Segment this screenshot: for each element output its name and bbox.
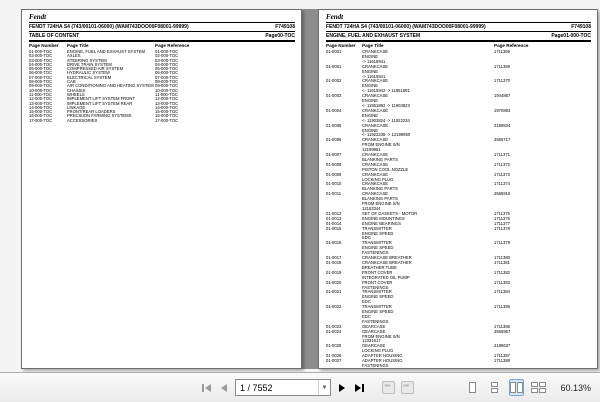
toc-table bbox=[326, 50, 591, 369]
col-page-number: Page Number bbox=[326, 43, 356, 48]
cell-page-number: 01-0015 bbox=[326, 225, 342, 231]
table-row bbox=[326, 330, 591, 345]
page-label: Page01-000-TOC bbox=[551, 33, 591, 39]
single-page-view-button[interactable] bbox=[465, 379, 480, 396]
col-page-title: Page Title bbox=[362, 43, 384, 48]
page-label: Page00-TOC bbox=[265, 33, 295, 39]
cell-page-number: 01-0006 bbox=[326, 137, 342, 143]
cell-page-reference: 1711387 bbox=[494, 353, 510, 359]
document-page-right[interactable] bbox=[318, 9, 598, 369]
cell-page-number: 03-000-TOC bbox=[29, 57, 53, 63]
cell-page-number: 11-000-TOC bbox=[29, 91, 52, 97]
page-navigation bbox=[200, 379, 414, 396]
cell-page-number: 01-0002 bbox=[326, 78, 342, 84]
cell-page-reference: 1711369 bbox=[494, 49, 510, 54]
table-row bbox=[326, 79, 591, 94]
section-title: ENGINE, FUEL AND EXHAUST SYSTEM bbox=[326, 33, 421, 39]
page-number-input[interactable] bbox=[235, 379, 331, 396]
toc-table bbox=[29, 50, 295, 123]
cell-page-number: 10-000-TOC bbox=[29, 87, 53, 93]
table-row bbox=[326, 138, 591, 153]
cell-page-reference: 1711386 bbox=[494, 323, 510, 329]
cell-page-reference: 1711380 bbox=[494, 255, 510, 261]
table-row bbox=[326, 124, 591, 139]
cell-page-title: FRONT/REAR LOADERS bbox=[67, 109, 116, 115]
table-row bbox=[326, 109, 591, 124]
last-page-button[interactable] bbox=[353, 380, 366, 396]
cell-page-reference: 1944867 bbox=[494, 93, 511, 99]
first-page-icon bbox=[202, 384, 204, 392]
table-row bbox=[326, 359, 591, 369]
cell-page-number: 01-0010 bbox=[326, 181, 342, 187]
cell-page-number: 01-0013 bbox=[326, 215, 342, 221]
cell-page-reference: 09-000-TOC bbox=[155, 83, 179, 89]
cell-page-number: 01-0023 bbox=[326, 323, 342, 329]
cell-page-number: 07-000-TOC bbox=[29, 74, 53, 80]
page-title: FENDT 724HA S4 (743/00101-06000) (WAM743DOO00F08001-99999) bbox=[326, 24, 486, 30]
chevron-down-icon[interactable]: ▼ bbox=[318, 380, 330, 395]
cell-page-reference: 1711371 bbox=[494, 152, 510, 158]
col-page-title: Page Title bbox=[67, 43, 89, 48]
cell-page-reference: 1711384 bbox=[494, 289, 510, 295]
cell-page-reference: 02-000-TOC bbox=[155, 53, 179, 59]
cell-page-number: 01-0026 bbox=[326, 353, 342, 359]
facing-continuous-view-button[interactable] bbox=[531, 379, 546, 396]
cell-page-reference: 1711375 bbox=[494, 210, 510, 216]
facing-pages-view-button[interactable] bbox=[509, 379, 524, 396]
document-page-left[interactable] bbox=[21, 9, 302, 369]
cell-page-title: FRONT COVER FASTENINGS bbox=[362, 279, 393, 290]
cell-page-title: TRANSMITTER ENGINE SPEED EDC bbox=[362, 225, 394, 241]
cell-page-title: COMPRESSED AIR SYSTEM bbox=[67, 66, 124, 72]
fendt-logo: Fendt bbox=[29, 13, 47, 21]
cell-page-title: CRANKCASE BLANKING PARTS bbox=[362, 152, 398, 162]
previous-page-button[interactable] bbox=[219, 380, 229, 396]
cell-page-title: CRANKCASE ENGINE <- 11615942 -> 11851891 bbox=[362, 78, 410, 94]
cell-page-title: LINKAGE bbox=[67, 104, 86, 110]
page-indicator-value[interactable]: 1 / 7552 bbox=[240, 382, 273, 393]
cell-page-reference: 2189834 bbox=[494, 122, 511, 128]
doc-code: F749108 bbox=[275, 24, 295, 30]
cell-page-title: CRANKCASE LOCKING PLUG bbox=[362, 171, 394, 182]
view-mode-controls bbox=[465, 379, 591, 396]
cell-page-reference: 1711377 bbox=[494, 220, 510, 226]
cell-page-title: IMPLEMENT LIFT SYSTEM REAR bbox=[67, 100, 133, 106]
divider bbox=[29, 22, 295, 23]
divider bbox=[326, 22, 591, 23]
facing-continuous-icon bbox=[531, 382, 538, 393]
page-title: FENDT 724HA S4 (743/00101-06000) (WAM743DOO00F08001-99999) bbox=[29, 24, 189, 30]
fendt-logo: Fendt bbox=[326, 13, 344, 21]
cell-page-number: 09-000-TOC bbox=[29, 83, 53, 89]
cell-page-reference: 1711388 bbox=[494, 358, 510, 364]
cell-page-number: 01-0011 bbox=[326, 191, 342, 197]
cell-page-reference: 05-000-TOC bbox=[155, 66, 179, 72]
cell-page-number: 01-0024 bbox=[326, 328, 342, 334]
cell-page-reference: 2565915 bbox=[494, 191, 511, 197]
table-row bbox=[326, 50, 591, 65]
cell-page-title: CRANKCASE FROM ENGINE S/N 12199951 bbox=[362, 137, 400, 153]
cell-page-title: STEERING SYSTEM bbox=[67, 57, 107, 63]
cell-page-title: ADAPTER HOUSING FASTENINGS bbox=[362, 358, 403, 368]
cell-page-reference: 1711373 bbox=[494, 171, 510, 177]
divider bbox=[29, 31, 295, 32]
cell-page-number: 12-000-TOC bbox=[29, 96, 53, 102]
cell-page-number: 01-0001 bbox=[326, 49, 342, 54]
first-page-button[interactable] bbox=[200, 380, 213, 396]
cell-page-reference: 1711369 bbox=[494, 63, 510, 69]
cell-page-title: CRANKCASE BLANKING PARTS bbox=[362, 181, 398, 192]
cell-page-title: DRIVE TRAIN SYSTEM bbox=[67, 61, 112, 67]
cell-page-reference: 11-000-TOC bbox=[155, 91, 178, 97]
cell-page-title: CRANKCASE ENGINE -> 11615941 bbox=[362, 49, 389, 64]
cell-page-number: 01-0004 bbox=[326, 107, 342, 113]
cell-page-title: TRANSMITTER ENGINE SPEED FASTENINGS bbox=[362, 240, 394, 256]
cell-page-reference: 1711385 bbox=[494, 304, 510, 310]
cell-page-number: 01-0017 bbox=[326, 255, 342, 261]
next-page-icon bbox=[339, 384, 345, 392]
cell-page-reference: 01-000-TOC bbox=[155, 49, 179, 54]
cell-page-number: 01-0018 bbox=[326, 259, 342, 265]
col-page-reference: Page Reference bbox=[494, 43, 529, 48]
cell-page-title: CRANKCASE BREATHER bbox=[362, 255, 412, 261]
cell-page-number: 01-0003 bbox=[326, 93, 342, 99]
cell-page-title: IMPLEMENT LIFT SYSTEM FRONT bbox=[67, 96, 136, 102]
cell-page-reference: 14-000-TOC bbox=[155, 104, 179, 110]
cell-page-title: ELECTRICAL SYSTEM bbox=[67, 74, 112, 80]
next-page-button[interactable] bbox=[337, 380, 347, 396]
col-page-number: Page Number bbox=[29, 43, 59, 48]
cell-page-reference: 1711372 bbox=[494, 161, 510, 167]
cell-page-title: GEARCASE bbox=[362, 323, 386, 329]
divider bbox=[326, 40, 591, 42]
cell-page-number: 17-000-TOC bbox=[29, 117, 53, 123]
table-row bbox=[326, 227, 591, 242]
cell-page-title: AIR CONDITIONING AND HEATING SYSTEM bbox=[67, 83, 154, 89]
cell-page-reference: 1970893 bbox=[494, 107, 511, 113]
cell-page-title: CRANKCASE BREATHER BREATHER TUBE bbox=[362, 259, 412, 270]
cell-page-title: ADAPTER HOUSING bbox=[362, 353, 403, 359]
table-row bbox=[326, 305, 591, 325]
page-gap-divider bbox=[302, 9, 318, 369]
table-row bbox=[326, 192, 591, 212]
continuous-view-button[interactable] bbox=[487, 379, 502, 396]
cell-page-title: HYDRAULIC SYSTEM bbox=[67, 70, 110, 76]
cell-page-number: 01-0022 bbox=[326, 304, 342, 310]
cell-page-title: ACCESSORIES bbox=[67, 117, 98, 123]
cell-page-title: CRANKCASE PISTON COOL.NOZZLE bbox=[362, 161, 409, 172]
cell-page-reference: 2188637 bbox=[494, 343, 511, 349]
cell-page-number: 01-000-TOC bbox=[29, 49, 53, 54]
cell-page-number: 01-0009 bbox=[326, 171, 342, 177]
cell-page-reference: 1711382 bbox=[494, 269, 510, 275]
cell-page-number: 01-0008 bbox=[326, 161, 342, 167]
doc-code: F749108 bbox=[571, 24, 591, 30]
cell-page-title: TRANSMITTER ENGINE SPEED EDC bbox=[362, 289, 394, 305]
divider bbox=[29, 40, 295, 42]
table-row bbox=[326, 241, 591, 256]
zoom-level[interactable]: 60.13% bbox=[560, 382, 591, 393]
cell-page-number: 01-0027 bbox=[326, 358, 342, 364]
cell-page-number: 01-0019 bbox=[326, 269, 342, 275]
cell-page-number: 04-000-TOC bbox=[29, 61, 53, 67]
cell-page-number: 08-000-TOC bbox=[29, 79, 53, 85]
cell-page-title: CRANKCASE ENGINE <- 11851892 -> 11903823 bbox=[362, 93, 410, 108]
col-page-reference: Page Reference bbox=[155, 43, 190, 48]
cell-page-title: CAB bbox=[67, 79, 76, 85]
cell-page-reference: 12-000-TOC bbox=[155, 96, 179, 102]
single-page-icon bbox=[469, 382, 476, 393]
cell-page-title: CRANKCASE ENGINE -> 11615941 bbox=[362, 63, 389, 79]
cell-page-reference: 1711374 bbox=[494, 181, 510, 187]
cell-page-reference: 10-000-TOC bbox=[155, 87, 179, 93]
cell-page-reference: 13-000-TOC bbox=[155, 100, 179, 106]
cell-page-number: 02-000-TOC bbox=[29, 53, 53, 59]
cell-page-title: WHEELS bbox=[67, 91, 85, 97]
cell-page-number: 01-0025 bbox=[326, 343, 342, 349]
cell-page-number: 14-000-TOC bbox=[29, 104, 53, 110]
cell-page-reference: 03-000-TOC bbox=[155, 57, 179, 63]
cell-page-title: CHASSIS bbox=[67, 87, 86, 93]
cell-page-title: GEARCASE LOCKING PLUG bbox=[362, 343, 394, 354]
previous-page-icon bbox=[221, 384, 227, 392]
cell-page-reference: 07-000-TOC bbox=[155, 74, 179, 80]
cell-page-title: AXLES bbox=[67, 53, 81, 59]
cell-page-reference: 1711370 bbox=[494, 78, 510, 84]
cell-page-title: FRONT COVER INTEGRATED OIL PUMP bbox=[362, 269, 410, 280]
table-row bbox=[326, 290, 591, 305]
continuous-view-icon bbox=[491, 382, 498, 393]
cell-page-reference: 1711378 bbox=[494, 225, 510, 231]
cell-page-reference: 2565717 bbox=[494, 137, 511, 143]
cell-page-title: CRANKCASE BLANKING PARTS FROM ENGINE S/N 12163344 bbox=[362, 191, 400, 211]
cell-page-title: ENGINE MOUNTINGS bbox=[362, 215, 405, 221]
cell-page-number: 01-0012 bbox=[326, 210, 342, 216]
cell-page-number: 01-0020 bbox=[326, 279, 342, 285]
table-row bbox=[326, 65, 591, 80]
cell-page-number: 01-0016 bbox=[326, 240, 342, 246]
cell-page-number: 01-0007 bbox=[326, 152, 342, 158]
cell-page-reference: 06-000-TOC bbox=[155, 70, 179, 76]
last-page-icon bbox=[355, 384, 361, 392]
cell-page-number: 13-000-TOC bbox=[29, 100, 53, 106]
cell-page-title: SET OF GASKETS - MOTOR bbox=[362, 210, 418, 216]
cell-page-title: CRANKCASE ENGINE <- 11903824 -> 11922234 bbox=[362, 107, 410, 123]
cell-page-reference: 17-000-TOC bbox=[155, 117, 179, 123]
section-title: TABLE OF CONTENT bbox=[29, 33, 80, 39]
table-row bbox=[29, 119, 295, 123]
cell-page-title: TRANSMITTER ENGINE SPEED EDC FASTENINGS bbox=[362, 304, 394, 324]
cell-page-title: CRANKCASE ENGINE <- 11922235 -> 12199950 bbox=[362, 122, 411, 138]
cell-page-number: 01-0014 bbox=[326, 220, 342, 226]
cell-page-reference: 1711376 bbox=[494, 215, 510, 221]
cell-page-number: 16-000-TOC bbox=[29, 113, 53, 119]
cell-page-number: 06-000-TOC bbox=[29, 70, 53, 76]
cell-page-number: 15-000-TOC bbox=[29, 109, 53, 115]
cell-page-number: 01-0021 bbox=[326, 289, 342, 295]
cell-page-reference: 08-000-TOC bbox=[155, 79, 179, 85]
cell-page-title: ENGINE BEARINGS bbox=[362, 220, 401, 226]
table-row bbox=[326, 94, 591, 109]
cell-page-title: GEARCASE FROM ENGINE S/N 12331617 bbox=[362, 328, 400, 344]
viewer-toolbar bbox=[0, 372, 600, 402]
cell-page-title: PRECISION FARMING SYSTEMS bbox=[67, 113, 132, 119]
cell-page-number: 05-000-TOC bbox=[29, 66, 53, 72]
previous-view-button[interactable] bbox=[382, 381, 395, 394]
cell-page-reference: 16-000-TOC bbox=[155, 113, 179, 119]
cell-page-number: 01-0005 bbox=[326, 122, 342, 128]
cell-page-reference: 1711379 bbox=[494, 240, 510, 246]
cell-page-reference: 04-000-TOC bbox=[155, 61, 179, 67]
cell-page-title: ENGINE, FUEL AND EXHAUST SYSTEM bbox=[67, 49, 145, 54]
next-view-button[interactable] bbox=[401, 381, 414, 394]
facing-pages-icon bbox=[510, 382, 516, 393]
cell-page-reference: 2565967 bbox=[494, 328, 511, 334]
view-history bbox=[382, 381, 414, 394]
cell-page-reference: 15-000-TOC bbox=[155, 109, 179, 115]
cell-page-number: 01-0001 bbox=[326, 63, 342, 69]
divider bbox=[326, 31, 591, 32]
cell-page-reference: 1711381 bbox=[494, 259, 510, 265]
cell-page-reference: 1711383 bbox=[494, 279, 510, 285]
